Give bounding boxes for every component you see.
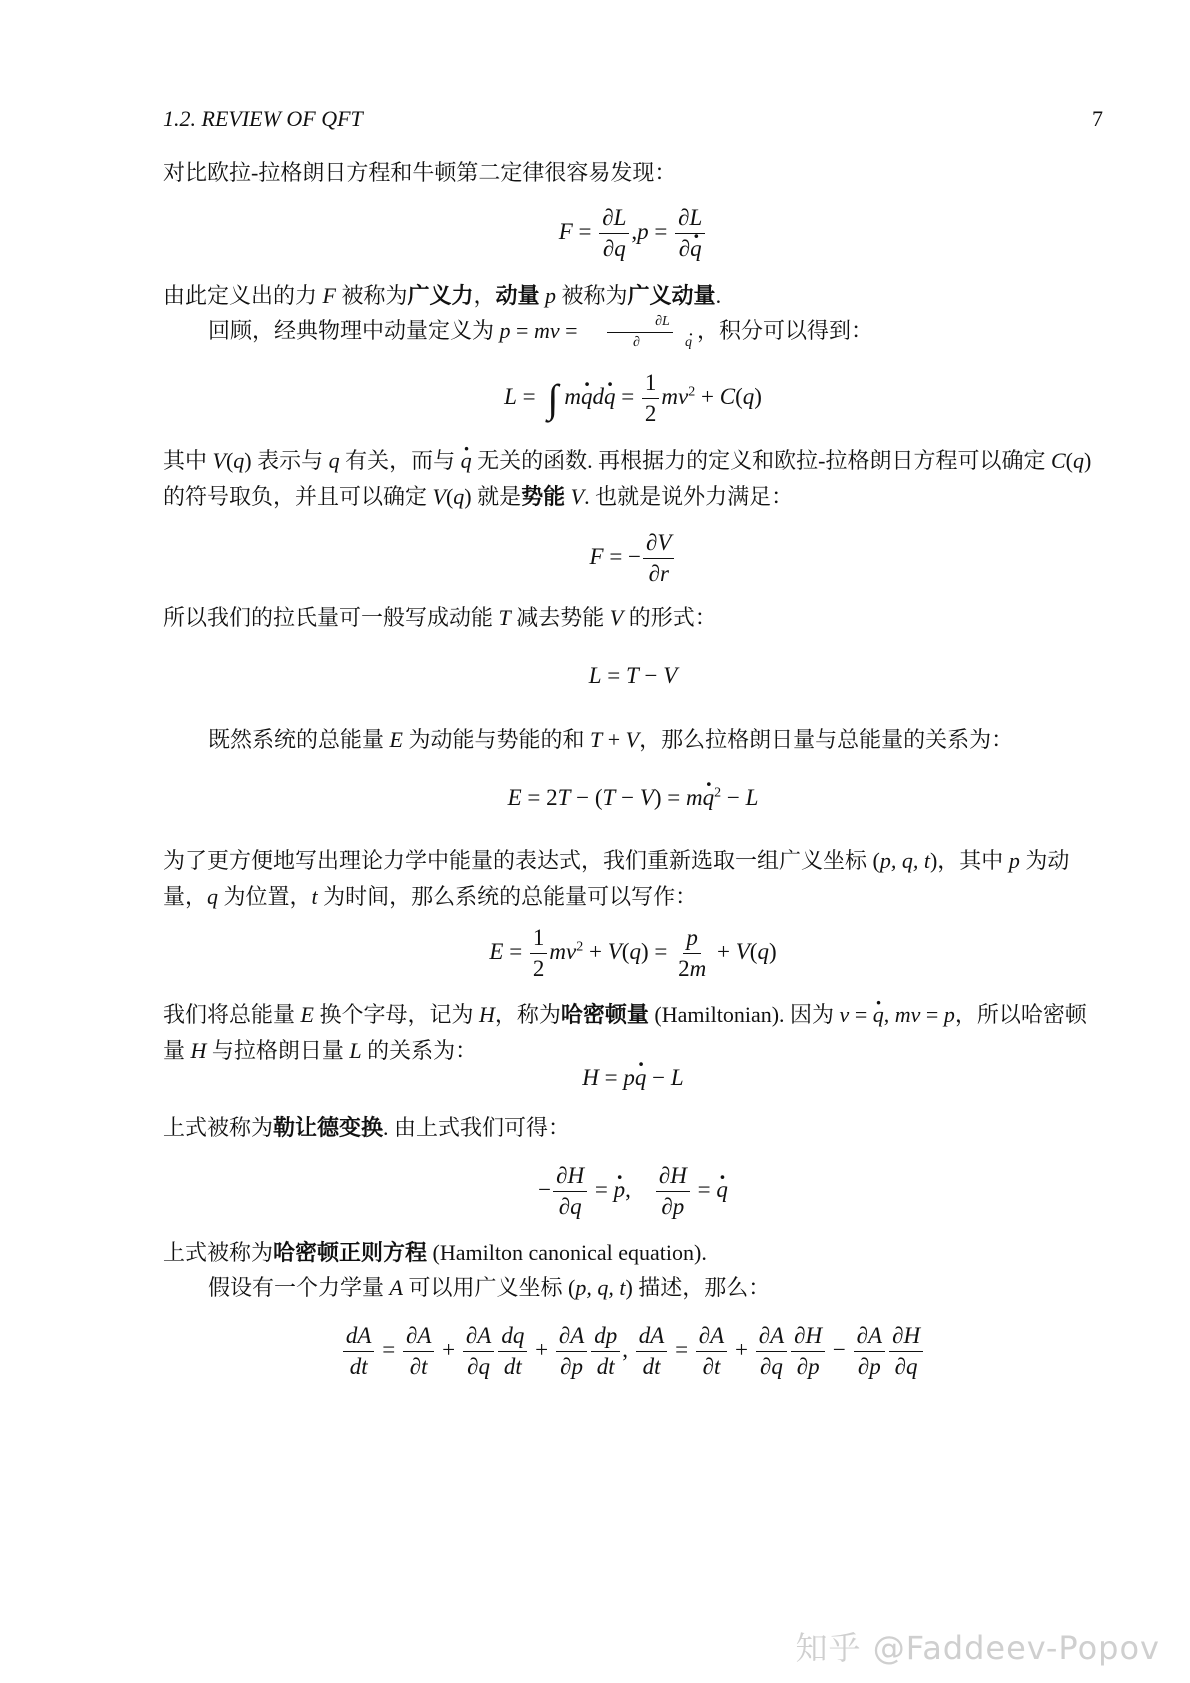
paragraph-4: 其中 V(q) 表示与 q 有关，而与 · q 无关的函数. 再根据力的定义和欧拉-拉格朗日方程可以确定 C(q) 的符号取负，并且可以确定 V(q) 就是势能 V. 也就是说外力满足： [163,443,1103,515]
paragraph-10: 上式被称为哈密顿正则方程 (Hamilton canonical equation). [163,1240,707,1265]
paragraph-3: 回顾，经典物理中动量定义为 p = mv = $\frac{\partial L}{\partial\cdot q}$ ，积分可以得到： [163,313,1103,352]
running-head [163,106,1103,132]
paragraph-11: 假设有一个力学量 A 可以用广义坐标 (p, q, t) 描述，那么： [208,1275,771,1300]
term-hamiltonian: 哈密顿量 [560,1002,649,1027]
term-hamilton-canonical-equation: 哈密顿正则方程 [273,1240,428,1265]
term-momentum: 动量 [495,283,540,308]
equation-l-equals-t-minus-v: L = T − V [588,663,678,688]
equation-total-derivative: $\frac{dA}{dt}$ = $\frac{\partial A}{\partial t}$ + $\frac{\partial A}{\partial q}$ $\frac{dq}{dt}$ + $\frac{\partial A}{\partial p}$ $\frac{dp}{dt}$ , $\frac{dA}{dt}$ = $\frac{\partial A}{\partial t}$ + $\frac{\partial A}{\partial q}$ $\frac{\partial H}{\partial p}$ − $\frac{\partial A}{\partial p}$ $\frac{\partial H}{\partial q}$ [163,1323,1103,1381]
paragraph-5: 所以我们的拉氏量可一般写成动能 T 减去势能 V 的形式： [163,605,717,630]
term-generalized-force: 广义力 [407,283,474,308]
equation-energy-lagrangian: $E = 2T - (T - V) = m\cdot q^2 - L$ [163,785,1103,811]
paragraph-8: 我们将总能量 E 换个字母，记为 H，称为哈密顿量 (Hamiltonian). 因为 v = · q, mv = p，所以哈密顿量 H 与拉格朗日量 L 的关系为： [163,997,1103,1069]
paragraph-7: 为了更方便地写出理论力学中能量的表达式，我们重新选取一组广义坐标 (p, q, t)，其中 p 为动量，q 为位置，t 为时间，那么系统的总能量可以写作： [163,848,1070,909]
paragraph-6: 既然系统的总能量 E 为动能与势能的和 T + V，那么拉格朗日量与总能量的关系为： [208,727,1014,752]
paragraph-9: 上式被称为勒让德变换. 由上式我们可得： [163,1115,571,1140]
equation-force-momentum: F = $\frac{\partial L}{\partial q}$ ,p = $\frac{\partial L}{\partial\cdot q}$ [163,205,1103,263]
page-number: 7 [1092,106,1103,131]
equation-hamiltonian: H = p· q − L [163,1065,1103,1091]
section-title: 1.2. REVIEW OF QFT [163,106,363,131]
equation-force-potential: F = − $\frac{\partial V}{\partial r}$ [163,530,1103,588]
equation-total-energy: E = $\frac{1}{2}$ $mv^2 + V(q)$ = $\frac{p}{2m}$ + V(q) [489,925,777,982]
equation-hamilton-equations: − $\frac{\partial H}{\partial q}$ = · p, $\frac{\partial H}{\partial p}$ = · q [163,1163,1103,1221]
equation-lagrangian-integral: L = ∫ m· qd· q = $\frac{1}{2}$ $mv^2 + C(q)$ [163,370,1103,428]
term-legendre-transform: 勒让德变换 [273,1115,384,1140]
paragraph-2: 由此定义出的力 F 被称为广义力，动量 p 被称为广义动量. [163,283,722,308]
zhihu-watermark: 知乎 @Faddeev-Popov [795,1629,1160,1667]
term-generalized-momentum: 广义动量 [627,283,716,308]
term-potential-energy: 势能 [521,484,566,509]
paragraph-1: 对比欧拉-拉格朗日方程和牛顿第二定律很容易发现： [163,160,677,185]
